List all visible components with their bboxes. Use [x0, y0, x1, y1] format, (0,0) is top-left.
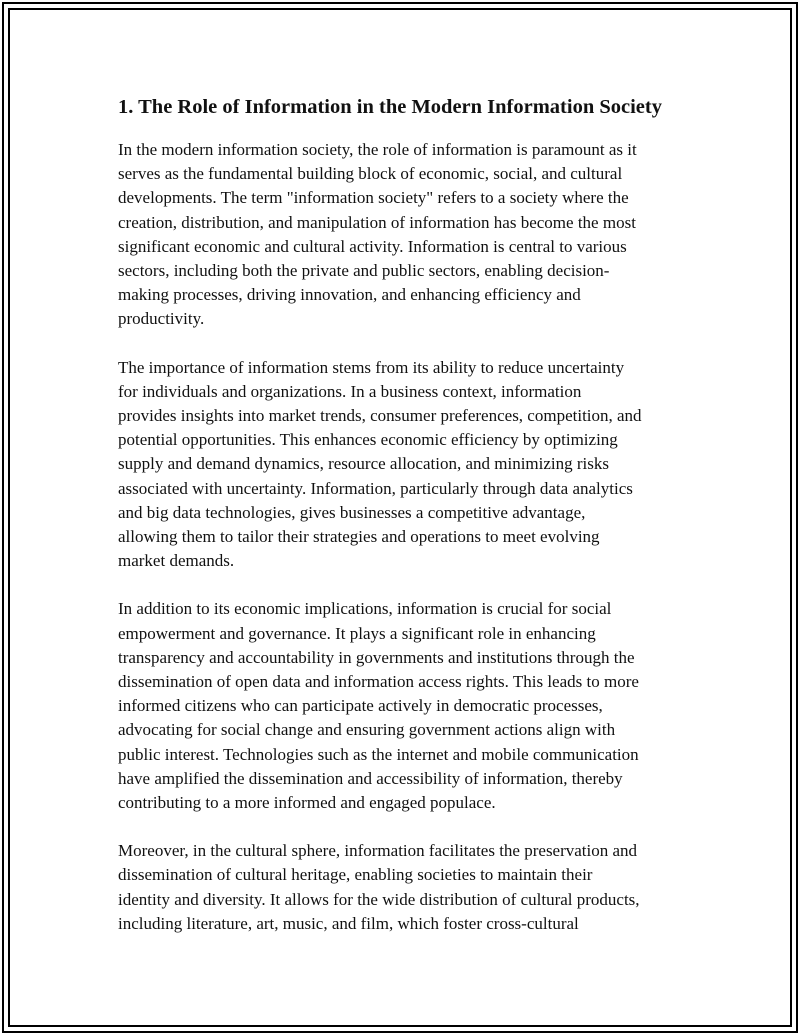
- paragraph-line: supply and demand dynamics, resource allocation, and minimizing risks: [118, 454, 609, 474]
- paragraph-line: In addition to its economic implications, information is crucial for social: [118, 599, 612, 619]
- paragraph-line: contributing to a more informed and engaged populace.: [118, 793, 496, 813]
- paragraph-line: and big data technologies, gives businesses a competitive advantage,: [118, 502, 586, 522]
- section-heading: 1. The Role of Information in the Modern Information Society: [118, 96, 662, 118]
- paragraph-line: including literature, art, music, and film, which foster cross-cultural: [118, 913, 579, 933]
- paragraph-line: provides insights into market trends, consumer preferences, competition, and: [118, 406, 642, 426]
- paragraph-line: for individuals and organizations. In a business context, information: [118, 381, 582, 401]
- paragraph-role-of-information: [118, 138, 698, 332]
- paragraph-social-governance: [118, 597, 698, 815]
- paragraph-line: potential opportunities. This enhances economic efficiency by optimizing: [118, 430, 618, 450]
- paragraph-importance-of-information: [118, 356, 698, 574]
- paragraph-line: have amplified the dissemination and accessibility of information, thereby: [118, 768, 623, 788]
- paragraph-line: associated with uncertainty. Information, particularly through data analytics: [118, 478, 633, 498]
- paragraph-line: market demands.: [118, 551, 235, 571]
- paragraph-line: serves as the fundamental building block of economic, social, and cultural: [118, 164, 623, 184]
- paragraph-line: advocating for social change and ensuring government actions align with: [118, 720, 616, 740]
- paragraph-line: dissemination of cultural heritage, enabling societies to maintain their: [118, 865, 593, 885]
- paragraph-line: sectors, including both the private and public sectors, enabling decision-: [118, 261, 610, 281]
- paragraph-line: identity and diversity. It allows for the wide distribution of cultural products,: [118, 889, 640, 909]
- paragraph-line: transparency and accountability in governments and institutions through the: [118, 647, 635, 667]
- paragraph-line: making processes, driving innovation, and enhancing efficiency and: [118, 285, 581, 305]
- paragraph-line: empowerment and governance. It plays a significant role in enhancing: [118, 623, 596, 643]
- paragraph-line: productivity.: [118, 309, 205, 329]
- paragraph-line: public interest. Technologies such as the internet and mobile communication: [118, 744, 639, 764]
- paragraph-line: significant economic and cultural activity. Information is central to various: [118, 236, 627, 256]
- paragraph-line: Moreover, in the cultural sphere, information facilitates the preservation and: [118, 841, 638, 861]
- paragraph-cultural-sphere: [118, 839, 698, 936]
- paragraph-line: In the modern information society, the role of information is paramount as it: [118, 140, 637, 159]
- paragraph-line: informed citizens who can participate actively in democratic processes,: [118, 696, 603, 716]
- paragraph-line: dissemination of open data and information access rights. This leads to more: [118, 672, 639, 692]
- document-body: [118, 93, 698, 960]
- paragraph-line: The importance of information stems from its ability to reduce uncertainty: [118, 357, 625, 377]
- paragraph-line: allowing them to tailor their strategies and operations to meet evolving: [118, 527, 600, 547]
- paragraph-line: creation, distribution, and manipulation of information has become the most: [118, 212, 636, 232]
- paragraph-line: developments. The term "information society" refers to a society where the: [118, 188, 629, 208]
